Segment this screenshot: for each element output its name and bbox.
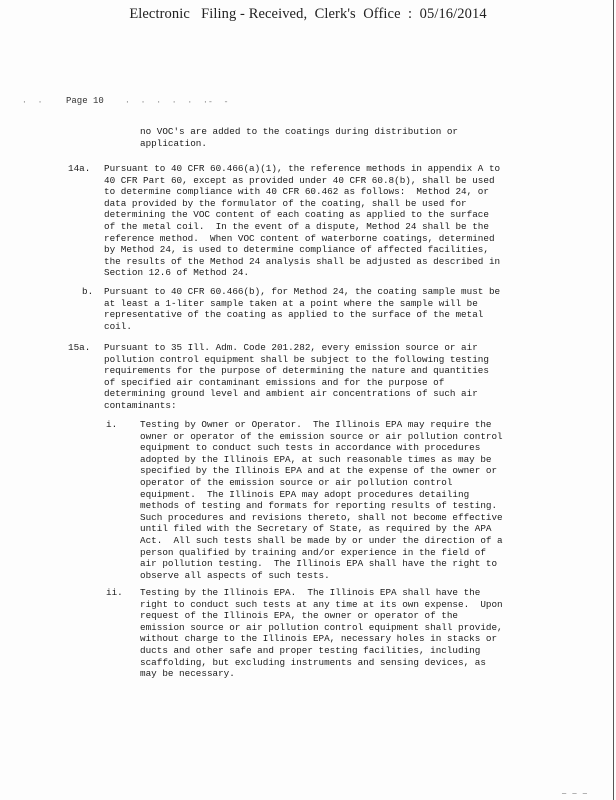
paragraph-line: air pollution testing. The Illinois EPA shall have the right to (140, 558, 498, 570)
paragraph-line: pollution control equipment shall be subject to the following testing (104, 353, 489, 365)
paragraph-line: application. (140, 137, 207, 149)
paragraph-line: data provided by the formulator of the coating, shall be used for (104, 197, 467, 209)
paragraph-line: operator of the emission source or air pollution control (140, 477, 453, 488)
paragraph-number: 15a. (68, 342, 91, 353)
paragraph-line: ducts and other safe and proper testing facilities, including (140, 645, 481, 656)
paragraph-line: owner or operator of the emission source or air pollution control (140, 430, 503, 442)
paragraph-line: representative of the coating as applied to the surface of the metal (104, 309, 484, 321)
scan-footer-mark: — — — (561, 790, 588, 798)
paragraph-line: determining ground level and ambient air concentrations of such air (104, 388, 478, 400)
scan-noise: · · (22, 98, 46, 107)
paragraph-line: at least a 1-liter sample taken at a point where the sample will be (104, 297, 478, 309)
paragraph-number: i. (106, 419, 118, 430)
paragraph-line: until filed with the Secretary of State, as required by the APA (140, 523, 492, 535)
paragraph-line: Such procedures and revisions thereto, shall not become effective (140, 511, 503, 523)
paragraph-line: contaminants: (104, 400, 177, 411)
paragraph-line: Pursuant to 40 CFR 60.466(a)(1), the reference methods in appendix A to (104, 163, 501, 174)
paragraph-line: determining the VOC content of each coating as applied to the surface (104, 209, 489, 221)
paragraph-line: by Method 24, is used to determine compliance of affected facilities, (104, 244, 489, 256)
paragraph-line: the results of the Method 24 analysis shall be adjusted as described in (104, 255, 501, 267)
paragraph-number: ii. (106, 587, 123, 598)
paragraph-line: reference method. When VOC content of waterborne coatings, determined (104, 232, 495, 244)
scan-noise: · · · · · · (125, 98, 211, 107)
paragraph-line: no VOC's are added to the coatings during distribution or (140, 126, 459, 137)
paragraph-line: without charge to the Illinois EPA, necessary holes in stacks or (140, 633, 498, 645)
filing-header: Electronic Filing - Received, Clerk's Office : 05/16/2014 (129, 6, 487, 22)
paragraph-line: Testing by the Illinois EPA. The Illinois EPA shall have the (140, 587, 481, 598)
page-edge (613, 0, 614, 800)
paragraph-line: Act. All such tests shall be made by or under the direction of a (140, 535, 503, 546)
paragraph-line: adopted by the Illinois EPA, at such reasonable times as may be (140, 453, 492, 465)
paragraph-number: 14a. (68, 163, 91, 174)
paragraph-line: requirements for the purpose of determining the nature and quantities (104, 365, 489, 377)
scan-noise: - - (208, 98, 232, 107)
paragraph-line: specified by the Illinois EPA and at the expense of the owner or (140, 465, 498, 477)
paragraph-line: request of the Illinois EPA, the owner or operator of the (140, 610, 459, 622)
paragraph-line: Pursuant to 40 CFR 60.466(b), for Method 24, the coating sample must be (104, 286, 501, 297)
paragraph-number: b. (82, 286, 94, 297)
paragraph-line: Pursuant to 35 Ill. Adm. Code 201.282, every emission source or air (104, 342, 478, 353)
paragraph-line: 40 CFR Part 60, except as provided under 40 CFR 60.8(b), shall be used (104, 174, 495, 186)
paragraph-line: observe all aspects of such tests. (140, 569, 330, 581)
paragraph-line: right to conduct such tests at any time at its own expense. Upon (140, 598, 503, 610)
paragraph-line: of the metal coil. In the event of a dispute, Method 24 shall be the (104, 221, 489, 232)
paragraph-line: Section 12.6 of Method 24. (104, 267, 250, 279)
paragraph-line: coil. (104, 320, 132, 332)
paragraph-line: emission source or air pollution control equipment shall provide, (140, 621, 503, 633)
page-number: Page 10 (66, 96, 104, 106)
paragraph-line: of specified air contaminant emissions and for the purpose of (104, 376, 445, 388)
paragraph-line: methods of testing and formats for reporting results of testing. (140, 500, 498, 512)
paragraph-line: equipment. The Illinois EPA may adopt procedures detailing (140, 488, 470, 500)
paragraph-line: may be necessary. (140, 668, 235, 680)
paragraph-line: equipment to conduct such tests in accordance with procedures (140, 442, 481, 454)
paragraph-line: to determine compliance with 40 CFR 60.462 as follows: Method 24, or (104, 186, 489, 198)
paragraph-line: person qualified by training and/or experience in the field of (140, 546, 486, 558)
paragraph-line: Testing by Owner or Operator. The Illinois EPA may require the (140, 419, 492, 430)
paragraph-line: scaffolding, but excluding instruments and sensing devices, as (140, 656, 486, 668)
